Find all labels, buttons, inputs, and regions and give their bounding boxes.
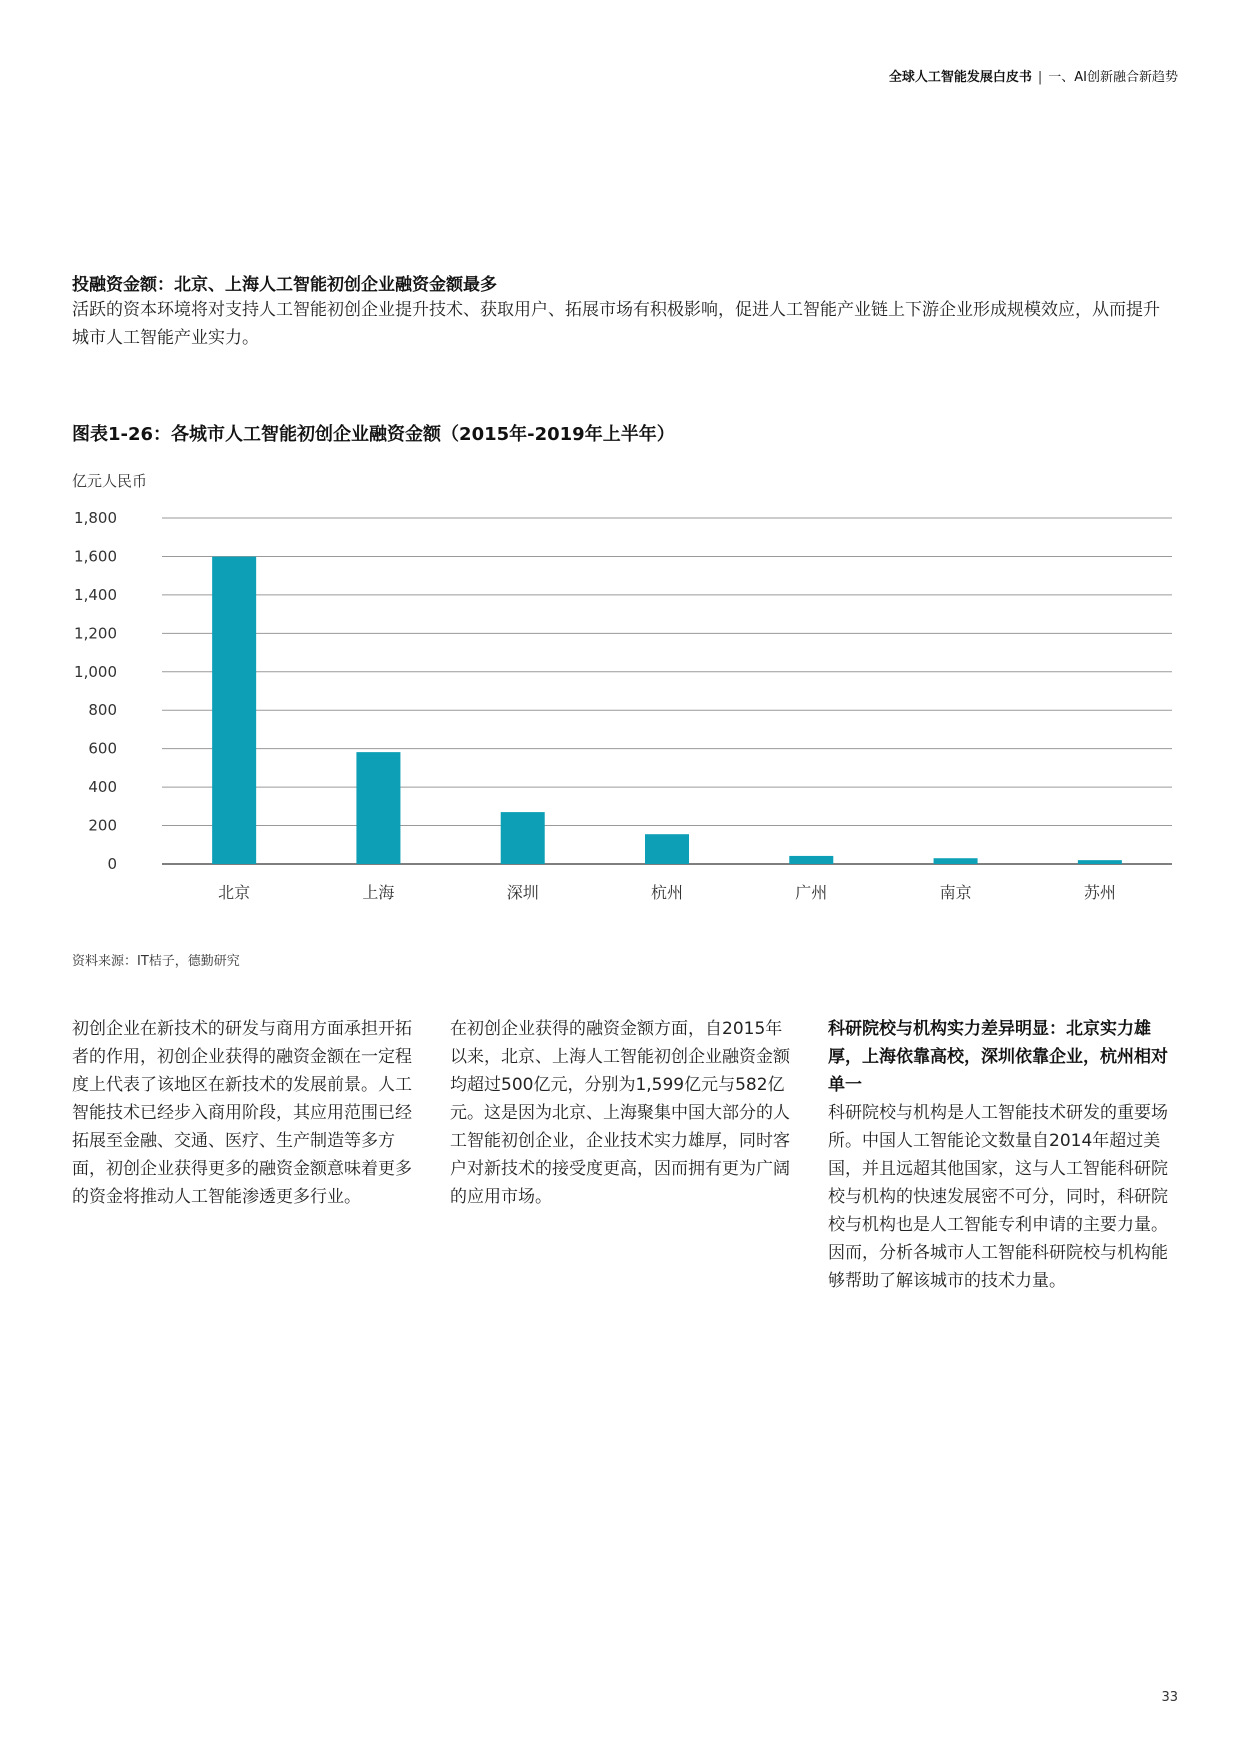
y-tick-label: 1,000 bbox=[74, 662, 117, 681]
header-doc-title: 全球人工智能发展白皮书 bbox=[888, 70, 1032, 85]
x-tick-label: 杭州 bbox=[650, 883, 684, 902]
y-tick-label: 600 bbox=[88, 739, 117, 758]
bar bbox=[645, 834, 689, 864]
bar bbox=[501, 812, 545, 864]
column-3-heading: 科研院校与机构实力差异明显：北京实力雄厚，上海依靠高校，深圳依靠企业，杭州相对单一 bbox=[828, 1019, 1168, 1095]
bar bbox=[212, 557, 256, 864]
header-chapter: 一、AI创新融合新趋势 bbox=[1048, 70, 1178, 85]
source-note: 资料来源：IT桔子，德勤研究 bbox=[72, 954, 240, 969]
y-tick-label: 1,800 bbox=[74, 509, 117, 527]
x-tick-label: 广州 bbox=[795, 883, 828, 902]
page-header bbox=[889, 66, 1178, 85]
bar bbox=[1078, 860, 1122, 864]
column-1-text: 初创企业在新技术的研发与商用方面承担开拓者的作用，初创企业获得的融资金额在一定程度上代表了该地区在新技术的发展前景。人工智能技术已经步入商用阶段，其应用范围已经拓展至金融、交通、医疗、生产制造等多方面，初创企业获得更多的融资金额意味着更多的资金将推动人工智能渗透更多行业。 bbox=[72, 1019, 412, 1207]
column-2-text: 在初创企业获得的融资金额方面，自2015年以来，北京、上海人工智能初创企业融资金额均超过500亿元，分别为1,599亿元与582亿元。这是因为北京、上海聚集中国大部分的人工智能初创企业，企业技术实力雄厚，同时客户对新技术的接受度更高，因而拥有更为广阔的应用市场。 bbox=[450, 1019, 790, 1207]
y-tick-label: 1,600 bbox=[74, 547, 117, 566]
y-tick-label: 1,200 bbox=[74, 624, 117, 643]
y-tick-label: 0 bbox=[107, 855, 117, 873]
x-tick-label: 深圳 bbox=[506, 883, 539, 902]
section-heading: 投融资金额：北京、上海人工智能初创企业融资金额最多 bbox=[72, 275, 497, 295]
y-tick-label: 400 bbox=[88, 778, 117, 797]
y-tick-label: 200 bbox=[88, 816, 117, 835]
x-tick-label: 北京 bbox=[218, 883, 251, 902]
y-tick-label: 800 bbox=[88, 701, 117, 720]
section-body: 活跃的资本环境将对支持人工智能初创企业提升技术、获取用户、拓展市场有积极影响，促进人工智能产业链上下游企业形成规模效应，从而提升城市人工智能产业实力。 bbox=[72, 300, 1160, 348]
body-column-1 bbox=[72, 1015, 418, 1211]
x-tick-label: 上海 bbox=[362, 883, 395, 902]
column-3-text: 科研院校与机构是人工智能技术研发的重要场所。中国人工智能论文数量自2014年超过美国，并且远超其他国家，这与人工智能科研院校与机构的快速发展密不可分，同时，科研院校与机构也是人工智能专利申请的主要力量。因而，分析各城市人工智能科研院校与机构能够帮助了解该城市的技术力量。 bbox=[828, 1103, 1168, 1291]
body-column-2 bbox=[450, 1015, 796, 1211]
bar bbox=[356, 752, 400, 864]
body-column-3 bbox=[828, 1015, 1174, 1295]
bar-chart bbox=[60, 500, 1180, 920]
bar bbox=[789, 856, 833, 864]
page-number: 33 bbox=[1161, 1690, 1178, 1705]
chart-title: 图表1-26：各城市人工智能初创企业融资金额（2015年-2019年上半年） bbox=[72, 424, 675, 445]
bar bbox=[934, 858, 978, 864]
header-separator: | bbox=[1037, 70, 1043, 85]
x-tick-label: 苏州 bbox=[1083, 883, 1116, 902]
y-tick-label: 1,400 bbox=[74, 585, 117, 604]
x-tick-label: 南京 bbox=[939, 883, 972, 902]
y-axis-unit-label: 亿元人民币 bbox=[72, 472, 148, 490]
